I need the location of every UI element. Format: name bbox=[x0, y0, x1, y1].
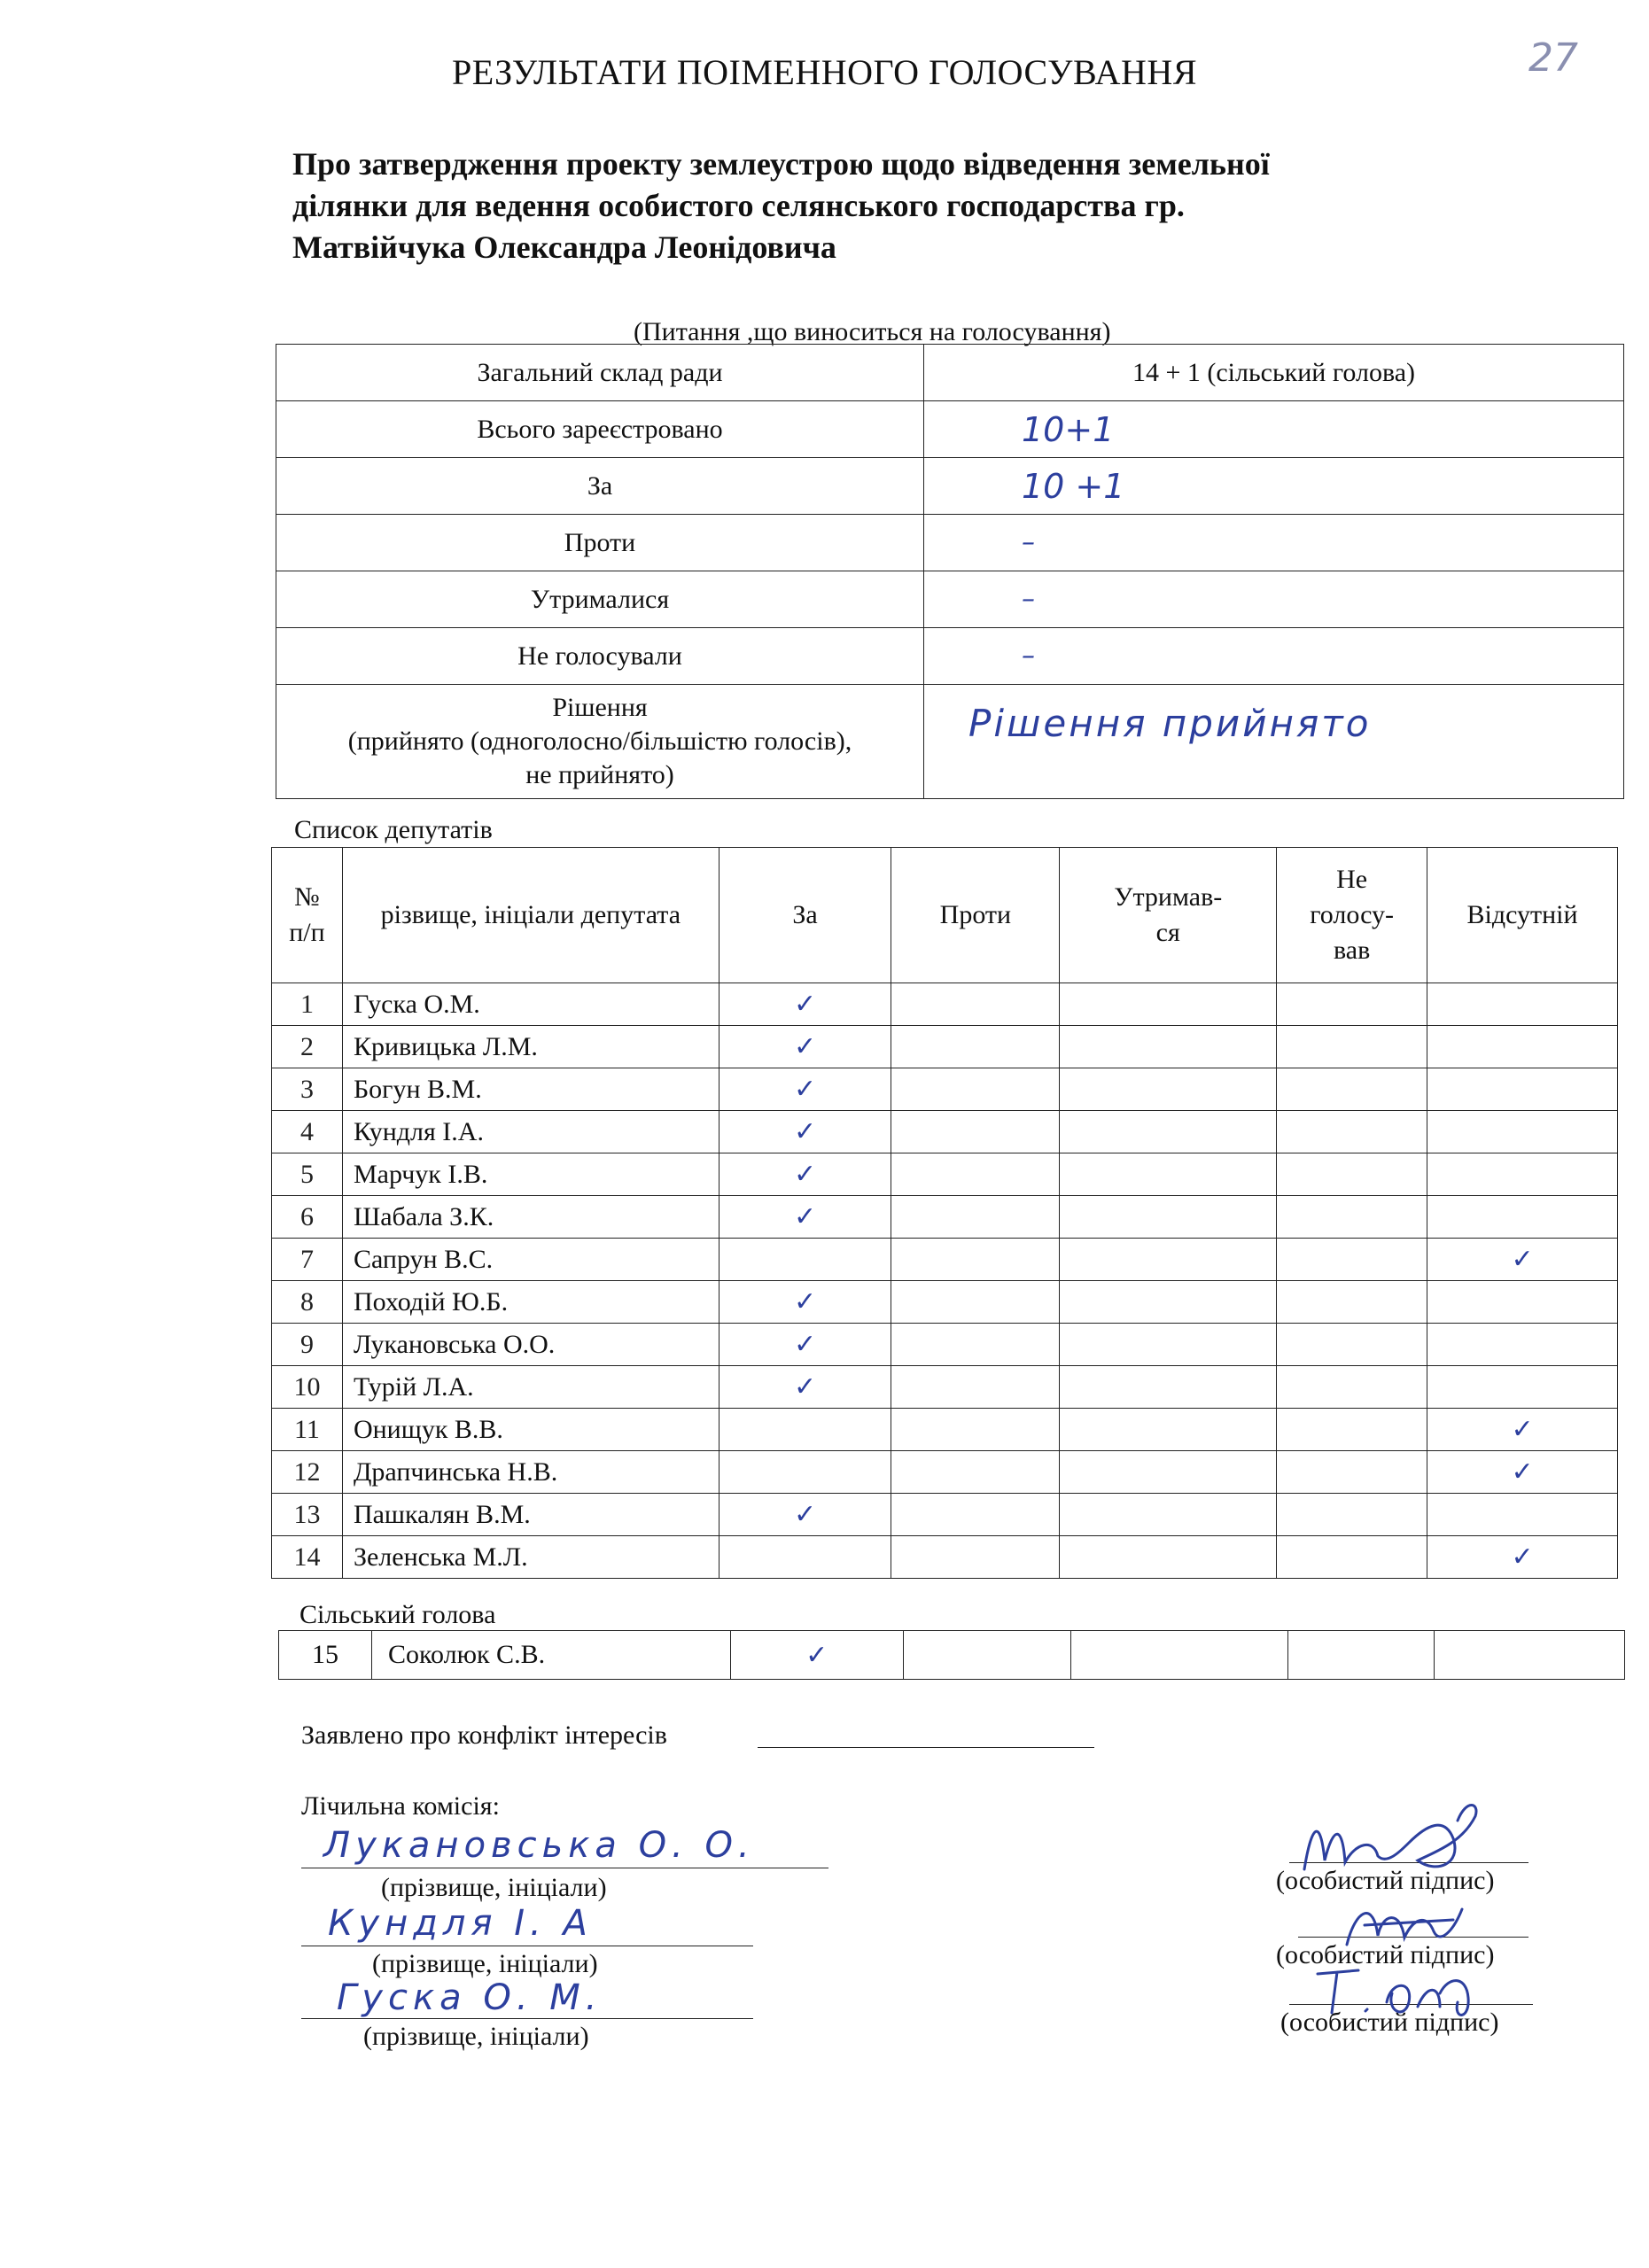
total-value: 14 + 1 (сільський голова) bbox=[924, 345, 1624, 401]
head-row bbox=[279, 1631, 1625, 1680]
vote-abstained bbox=[1060, 1111, 1277, 1153]
vote-against bbox=[891, 1494, 1060, 1536]
vote-not-voted bbox=[1277, 1281, 1427, 1324]
deputies-label: Список депутатів bbox=[294, 815, 493, 844]
deputy-name: Кундля І.А. bbox=[342, 1111, 719, 1153]
vote-absent bbox=[1427, 1111, 1618, 1153]
vote-abstained bbox=[1060, 1366, 1277, 1409]
signature-3 bbox=[1307, 1958, 1484, 2029]
head-label: Сільський голова bbox=[299, 1600, 496, 1629]
vote-for: ✓ bbox=[719, 1026, 891, 1068]
deputy-num: 5 bbox=[272, 1153, 343, 1196]
vote-subject: Про затвердження проекту землеустрою щодо відведення земельної ділянки для ведення особистого селянського господарства гр. Матвійчука Олександра Леонідовича bbox=[292, 146, 1270, 265]
against-cell bbox=[924, 515, 1624, 571]
decision-label bbox=[276, 685, 924, 799]
vote-abstained bbox=[1060, 1536, 1277, 1579]
summary-row-against bbox=[276, 515, 1624, 571]
vote-absent bbox=[1427, 1196, 1618, 1239]
head-absent bbox=[1435, 1631, 1625, 1680]
vote-against bbox=[891, 1451, 1060, 1494]
vote-against bbox=[891, 1324, 1060, 1366]
vote-for: ✓ bbox=[719, 1153, 891, 1196]
head-table bbox=[278, 1630, 1625, 1680]
against-label: Проти bbox=[276, 515, 924, 571]
deputy-name: Марчук І.В. bbox=[342, 1153, 719, 1196]
vote-against bbox=[891, 1366, 1060, 1409]
vote-not-voted bbox=[1277, 1196, 1427, 1239]
vote-not-voted bbox=[1277, 1324, 1427, 1366]
vote-absent bbox=[1427, 1324, 1618, 1366]
col-not-voted bbox=[1277, 848, 1427, 983]
deputy-rows bbox=[272, 983, 1618, 1579]
vote-abstained bbox=[1060, 1239, 1277, 1281]
deputy-num: 8 bbox=[272, 1281, 343, 1324]
summary-row-not-voted bbox=[276, 628, 1624, 685]
registered-cell bbox=[924, 401, 1624, 458]
page-number: 27 bbox=[1528, 35, 1578, 81]
abstained-label: Утрималися bbox=[276, 571, 924, 628]
vote-abstained bbox=[1060, 1196, 1277, 1239]
col-name: різвище, ініціали депутата bbox=[342, 848, 719, 983]
vote-against bbox=[891, 1196, 1060, 1239]
summary-row-total bbox=[276, 345, 1624, 401]
head-against bbox=[903, 1631, 1071, 1680]
vote-not-voted bbox=[1277, 1239, 1427, 1281]
col-num bbox=[272, 848, 343, 983]
vote-for bbox=[719, 1451, 891, 1494]
table-row bbox=[272, 1366, 1618, 1409]
head-num: 15 bbox=[279, 1631, 372, 1680]
summary-row-abstained bbox=[276, 571, 1624, 628]
vote-against bbox=[891, 1536, 1060, 1579]
vote-for: ✓ bbox=[719, 1324, 891, 1366]
deputy-name: Гуска О.М. bbox=[342, 983, 719, 1026]
for-value: 10 +1 bbox=[1022, 466, 1125, 506]
vote-not-voted bbox=[1277, 1536, 1427, 1579]
deputy-name: Кривицька Л.М. bbox=[342, 1026, 719, 1068]
vote-absent bbox=[1427, 1153, 1618, 1196]
deputy-name: Богун В.М. bbox=[342, 1068, 719, 1111]
deputy-name: Пашкалян В.М. bbox=[342, 1494, 719, 1536]
vote-against bbox=[891, 1239, 1060, 1281]
vote-for: ✓ bbox=[719, 1196, 891, 1239]
vote-abstained bbox=[1060, 1451, 1277, 1494]
subject-caption: (Питання ,що виноситься на голосування) bbox=[634, 317, 1111, 346]
deputy-name: Походій Ю.Б. bbox=[342, 1281, 719, 1324]
vote-absent bbox=[1427, 1068, 1618, 1111]
summary-row-decision bbox=[276, 685, 1624, 799]
deputy-num: 2 bbox=[272, 1026, 343, 1068]
vote-abstained bbox=[1060, 1494, 1277, 1536]
vote-not-voted bbox=[1277, 1409, 1427, 1451]
table-row bbox=[272, 1324, 1618, 1366]
col-abstained bbox=[1060, 848, 1277, 983]
vote-against bbox=[891, 1111, 1060, 1153]
commission-sign-caption-1: (особистий підпис) bbox=[1276, 1866, 1495, 1895]
table-row bbox=[272, 1153, 1618, 1196]
deputy-name: Онищук В.В. bbox=[342, 1409, 719, 1451]
summary-row-registered bbox=[276, 401, 1624, 458]
vote-abstained bbox=[1060, 983, 1277, 1026]
registered-label: Всього зареєстровано bbox=[276, 401, 924, 458]
deputies-header-row bbox=[272, 848, 1618, 983]
deputy-num: 9 bbox=[272, 1324, 343, 1366]
deputy-name: Шабала З.К. bbox=[342, 1196, 719, 1239]
deputy-name: Лукановська О.О. bbox=[342, 1324, 719, 1366]
commission-name-3: Гуска О. М. bbox=[337, 1977, 603, 2018]
vote-not-voted bbox=[1277, 1153, 1427, 1196]
commission-name-caption-1: (прізвище, ініціали) bbox=[381, 1873, 607, 1902]
commission-name-line-3 bbox=[301, 2018, 753, 2019]
commission-label: Лічильна комісія: bbox=[301, 1791, 500, 1821]
commission-sign-caption-2: (особистий підпис) bbox=[1276, 1940, 1495, 1969]
table-row bbox=[272, 1494, 1618, 1536]
table-row bbox=[272, 1068, 1618, 1111]
table-row bbox=[272, 1409, 1618, 1451]
deputy-num: 7 bbox=[272, 1239, 343, 1281]
vote-not-voted bbox=[1277, 1366, 1427, 1409]
commission-name-2: Кундля І. А bbox=[328, 1903, 593, 1944]
deputy-num: 13 bbox=[272, 1494, 343, 1536]
for-cell bbox=[924, 458, 1624, 515]
head-abstained bbox=[1071, 1631, 1288, 1680]
table-row bbox=[272, 1451, 1618, 1494]
not-voted-cell bbox=[924, 628, 1624, 685]
commission-sign-caption-3: (особистий підпис) bbox=[1280, 2008, 1499, 2037]
deputy-name: Сапрун В.С. bbox=[342, 1239, 719, 1281]
head-not-voted bbox=[1288, 1631, 1435, 1680]
deputy-name: Турій Л.А. bbox=[342, 1366, 719, 1409]
col-abstained-line-2: ся bbox=[1155, 918, 1180, 947]
vote-for: ✓ bbox=[719, 1068, 891, 1111]
vote-absent: ✓ bbox=[1427, 1536, 1618, 1579]
conflict-label: Заявлено про конфлікт інтересів bbox=[301, 1720, 667, 1750]
vote-for: ✓ bbox=[719, 1366, 891, 1409]
col-not-voted-line-2: голосу- bbox=[1310, 900, 1394, 929]
not-voted-value: – bbox=[1022, 641, 1035, 672]
col-num-line-2: п/п bbox=[289, 918, 325, 947]
not-voted-label: Не голосували bbox=[276, 628, 924, 685]
col-absent: Відсутній bbox=[1427, 848, 1618, 983]
vote-not-voted bbox=[1277, 983, 1427, 1026]
decision-cell bbox=[924, 685, 1624, 799]
signature-1 bbox=[1294, 1790, 1497, 1887]
commission-name-caption-3: (прізвище, ініціали) bbox=[363, 2022, 589, 2051]
vote-not-voted bbox=[1277, 1026, 1427, 1068]
col-for: За bbox=[719, 848, 891, 983]
vote-against bbox=[891, 1026, 1060, 1068]
vote-abstained bbox=[1060, 1153, 1277, 1196]
head-name: Соколюк С.В. bbox=[371, 1631, 730, 1680]
summary-table bbox=[276, 344, 1624, 799]
vote-for bbox=[719, 1409, 891, 1451]
vote-for: ✓ bbox=[719, 1494, 891, 1536]
col-num-line-1: № bbox=[294, 882, 320, 912]
decision-value: Рішення прийнято bbox=[968, 701, 1372, 745]
abstained-cell bbox=[924, 571, 1624, 628]
vote-absent bbox=[1427, 1366, 1618, 1409]
head-for: ✓ bbox=[730, 1631, 903, 1680]
vote-abstained bbox=[1060, 1409, 1277, 1451]
vote-against bbox=[891, 1068, 1060, 1111]
vote-for bbox=[719, 1239, 891, 1281]
vote-against bbox=[891, 1409, 1060, 1451]
vote-for: ✓ bbox=[719, 1111, 891, 1153]
table-row bbox=[272, 1026, 1618, 1068]
commission-name-caption-2: (прізвище, ініціали) bbox=[372, 1949, 598, 1978]
vote-not-voted bbox=[1277, 1451, 1427, 1494]
summary-row-for bbox=[276, 458, 1624, 515]
deputy-name: Зеленська М.Л. bbox=[342, 1536, 719, 1579]
deputy-num: 10 bbox=[272, 1366, 343, 1409]
col-abstained-line-1: Утримав- bbox=[1114, 882, 1223, 912]
table-row bbox=[272, 1196, 1618, 1239]
vote-absent bbox=[1427, 1494, 1618, 1536]
col-against: Проти bbox=[891, 848, 1060, 983]
vote-for: ✓ bbox=[719, 1281, 891, 1324]
table-row bbox=[272, 1281, 1618, 1324]
vote-against bbox=[891, 983, 1060, 1026]
vote-abstained bbox=[1060, 1281, 1277, 1324]
table-row bbox=[272, 1111, 1618, 1153]
decision-label-line-3: не прийнято) bbox=[525, 760, 674, 789]
conflict-line bbox=[758, 1747, 1094, 1748]
table-row bbox=[272, 1536, 1618, 1579]
vote-abstained bbox=[1060, 1026, 1277, 1068]
vote-not-voted bbox=[1277, 1494, 1427, 1536]
decision-label-line-1: Рішення bbox=[552, 693, 648, 722]
table-row bbox=[272, 1239, 1618, 1281]
vote-absent bbox=[1427, 1026, 1618, 1068]
deputies-table bbox=[271, 847, 1618, 1579]
registered-value: 10+1 bbox=[1022, 409, 1115, 449]
deputy-num: 14 bbox=[272, 1536, 343, 1579]
vote-against bbox=[891, 1153, 1060, 1196]
table-row bbox=[272, 983, 1618, 1026]
total-label: Загальний склад ради bbox=[276, 345, 924, 401]
deputy-num: 4 bbox=[272, 1111, 343, 1153]
vote-for bbox=[719, 1536, 891, 1579]
deputy-num: 12 bbox=[272, 1451, 343, 1494]
col-not-voted-line-3: вав bbox=[1333, 936, 1371, 965]
signature-2 bbox=[1338, 1883, 1480, 1962]
decision-label-line-2: (прийнято (одноголосно/більшістю голосів), bbox=[347, 726, 852, 756]
deputy-num: 3 bbox=[272, 1068, 343, 1111]
vote-not-voted bbox=[1277, 1068, 1427, 1111]
vote-absent bbox=[1427, 1281, 1618, 1324]
vote-abstained bbox=[1060, 1324, 1277, 1366]
against-value: – bbox=[1022, 527, 1035, 558]
commission-name-1: Лукановська О. О. bbox=[323, 1825, 755, 1866]
deputy-num: 11 bbox=[272, 1409, 343, 1451]
vote-abstained bbox=[1060, 1068, 1277, 1111]
vote-absent: ✓ bbox=[1427, 1239, 1618, 1281]
vote-for: ✓ bbox=[719, 983, 891, 1026]
deputy-num: 6 bbox=[272, 1196, 343, 1239]
for-label: За bbox=[276, 458, 924, 515]
document-title: РЕЗУЛЬТАТИ ПОІМЕННОГО ГОЛОСУВАННЯ bbox=[451, 52, 1197, 92]
deputy-num: 1 bbox=[272, 983, 343, 1026]
vote-absent bbox=[1427, 983, 1618, 1026]
vote-absent: ✓ bbox=[1427, 1409, 1618, 1451]
vote-absent: ✓ bbox=[1427, 1451, 1618, 1494]
abstained-value: – bbox=[1022, 584, 1035, 615]
deputy-name: Драпчинська Н.В. bbox=[342, 1451, 719, 1494]
vote-against bbox=[891, 1281, 1060, 1324]
vote-not-voted bbox=[1277, 1111, 1427, 1153]
col-not-voted-line-1: Не bbox=[1336, 865, 1368, 894]
